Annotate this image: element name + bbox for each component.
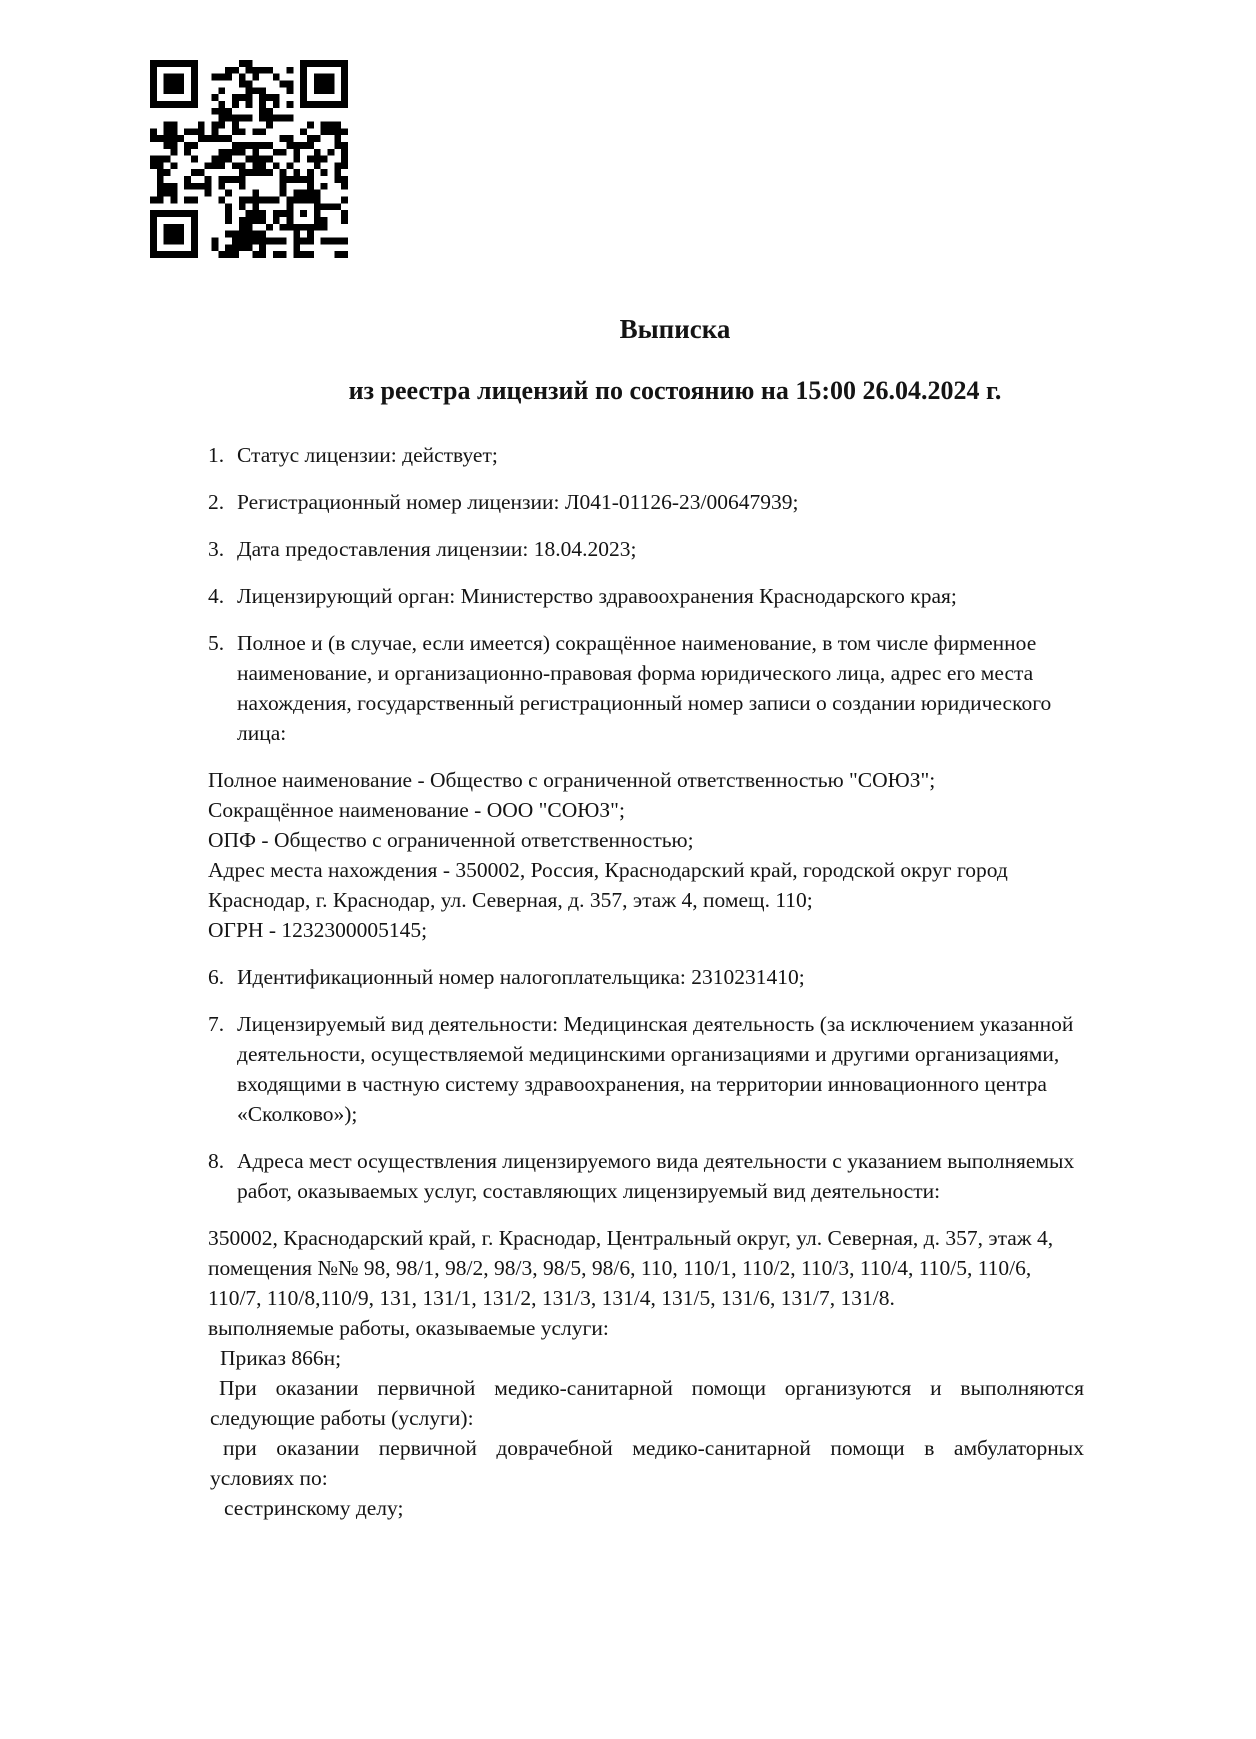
org-opf: ОПФ - Общество с ограниченной ответственностью;	[208, 828, 694, 852]
organization-block	[208, 765, 1084, 945]
list-item-inn	[208, 962, 1084, 992]
item-number: 8.	[208, 1149, 225, 1173]
item-number: 7.	[208, 1012, 225, 1036]
primary-care-paragraph	[208, 1373, 1084, 1433]
item-text: Адреса мест осуществления лицензируемого вида деятельности с указанием выполняемых работ, оказываемых услуг, составляющих лицензируемый вид деятельности:	[237, 1149, 1075, 1203]
primary-care-line: При оказании первичной медико-санитарной помощи организуются и выполняются	[219, 1376, 1084, 1400]
pre-medical-line: при оказании первичной доврачебной медико-санитарной помощи в амбулаторных	[223, 1436, 1084, 1460]
item-text: Дата предоставления лицензии: 18.04.2023;	[237, 537, 637, 561]
item-number: 1.	[208, 443, 225, 467]
org-address: Адрес места нахождения - 350002, Россия, Краснодарский край, городской округ город Краснодар, г. Краснодар, ул. Северная, д. 357, этаж 4, помещ. 110;	[208, 858, 1008, 912]
primary-care-line: следующие работы (услуги):	[210, 1406, 474, 1430]
item-text: Идентификационный номер налогоплательщика: 2310231410;	[237, 965, 805, 989]
item-number: 2.	[208, 490, 225, 514]
list-item-activity-addresses	[208, 1146, 1084, 1206]
pre-medical-line: условиях по:	[210, 1466, 328, 1490]
document-title: Выписка	[619, 314, 731, 344]
nursing-service: сестринскому делу;	[224, 1496, 404, 1520]
org-ogrn: ОГРН - 1232300005145;	[208, 918, 428, 942]
activity-address-block	[208, 1223, 1084, 1523]
item-text: Лицензируемый вид деятельности: Медицинская деятельность (за исключением указанной деятельности, осуществляемой медицинскими организациями и другими организациями, входящими в частную систему здравоохранения, на территории инновационного центра «Сколково»);	[237, 1012, 1074, 1126]
list-item-entity-names	[208, 628, 1084, 748]
item-number: 4.	[208, 584, 225, 608]
list-item-grant-date	[208, 534, 1084, 564]
item-text: Лицензирующий орган: Министерство здравоохранения Краснодарского края;	[237, 584, 957, 608]
document-header	[205, 312, 1145, 408]
item-text: Полное и (в случае, если имеется) сокращённое наименование, в том числе фирменное наименование, и организационно-правовая форма юридического лица, адрес его места нахождения, государственный регистрационный номер записи о создании юридического лица:	[237, 631, 1052, 745]
pre-medical-paragraph	[208, 1433, 1084, 1493]
qr-code-image	[150, 60, 348, 258]
list-item-licensed-activity	[208, 1009, 1084, 1129]
item-text: Статус лицензии: действует;	[237, 443, 498, 467]
org-short-name: Сокращённое наименование - ООО "СОЮЗ";	[208, 798, 625, 822]
item-number: 3.	[208, 537, 225, 561]
item-number: 6.	[208, 965, 225, 989]
list-item-reg-number	[208, 487, 1084, 517]
order-reference: Приказ 866н;	[220, 1346, 342, 1370]
works-header: выполняемые работы, оказываемые услуги:	[208, 1316, 609, 1340]
document-body	[208, 440, 1084, 1523]
item-text: Регистрационный номер лицензии: Л041-01126-23/00647939;	[237, 490, 799, 514]
org-full-name: Полное наименование - Общество с ограниченной ответственностью "СОЮЗ";	[208, 768, 936, 792]
document-subtitle: из реестра лицензий по состоянию на 15:00 26.04.2024 г.	[348, 376, 1002, 405]
activity-address: 350002, Краснодарский край, г. Краснодар, Центральный округ, ул. Северная, д. 357, этаж 4, помещения №№ 98, 98/1, 98/2, 98/3, 98/5, 98/6, 110, 110/1, 110/2, 110/3, 110/4, 110/5, 110/6, 110/7, 110/8,110/9, 131, 131/1, 131/2, 131/3, 131/4, 131/5, 131/6, 131/7, 131/8.	[208, 1226, 1054, 1310]
list-item-status	[208, 440, 1084, 470]
item-number: 5.	[208, 631, 225, 655]
list-item-licensing-authority	[208, 581, 1084, 611]
